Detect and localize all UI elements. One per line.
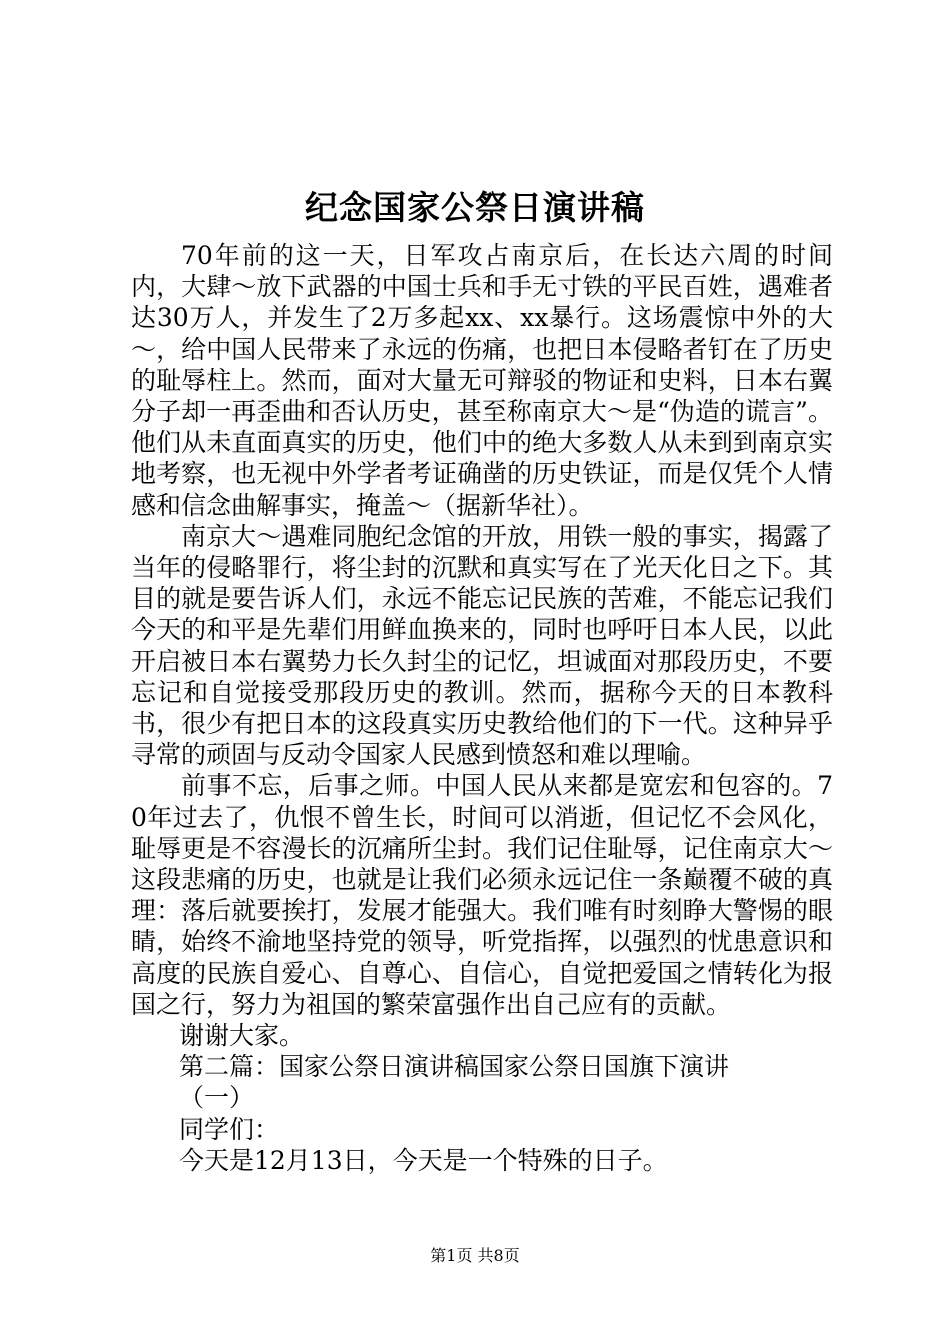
- paragraph-3: 前事不忘，后事之师。中国人民从来都是宽宏和包容的。70年过去了，仇恨不曾生长，时间可以消逝，但记忆不会风化，耻辱更是不容漫长的沉痛所尘封。我们记住耻辱，记住南京大～这段悲痛的历史，也就是让我们必须永远记住一条巅覆不破的真理：落后就要挨打，发展才能强大。我们唯有时刻睁大警惕的眼睛，始终不渝地坚持党的领导，听党指挥，以强烈的忧患意识和高度的民族自爱心、自尊心、自信心，自觉把爱国之情转化为报国之行，努力为祖国的繁荣富强作出自己应有的贡献。: [131, 771, 833, 1019]
- opening-sentence: 今天是12月13日，今天是一个特殊的日子。: [179, 1145, 668, 1175]
- document-title: 纪念国家公祭日演讲稿: [305, 188, 645, 227]
- salutation: 同学们：: [179, 1114, 280, 1144]
- closing-thanks: 谢谢大家。: [179, 1021, 305, 1051]
- paragraph-2: 南京大～遇难同胞纪念馆的开放，用铁一般的事实，揭露了当年的侵略罪行，将尘封的沉默和真实写在了光天化日之下。其目的就是要告诉人们，永远不能忘记民族的苦难，不能忘记我们今天的和平是先辈们用鲜血换来的，同时也呼吁日本人民，以此开启被日本右翼势力长久封尘的记忆，坦诚面对那段历史，不要忘记和自觉接受那段历史的教训。然而，据称今天的日本教科书，很少有把日本的这段真实历史教给他们的下一代。这种异乎寻常的顽固与反动令国家人民感到愤怒和难以理喻。: [131, 521, 833, 770]
- subsection-number: （一）: [179, 1083, 255, 1113]
- document-body: [131, 240, 833, 1176]
- paragraph-1: 70年前的这一天，日军攻占南京后，在长达六周的时间内，大肆～放下武器的中国士兵和手无寸铁的平民百姓，遇难者达30万人，并发生了2万多起xx、xx暴行。这场震惊中外的大～，给中国人民带来了永远的伤痛，也把日本侵略者钉在了历史的耻辱柱上。然而，面对大量无可辩驳的物证和史料，日本右翼分子却一再歪曲和否认历史，甚至称南京大～是“伪造的谎言”。他们从未直面真实的历史，他们中的绝大多数人从未到到南京实地考察，也无视中外学者考证确凿的历史铁证，而是仅凭个人情感和信念曲解事实，掩盖～（据新华社）。: [131, 241, 833, 520]
- section-heading: 第二篇：国家公祭日演讲稿国家公祭日国旗下演讲: [179, 1052, 730, 1082]
- page-number: 第1页 共8页: [430, 1246, 520, 1265]
